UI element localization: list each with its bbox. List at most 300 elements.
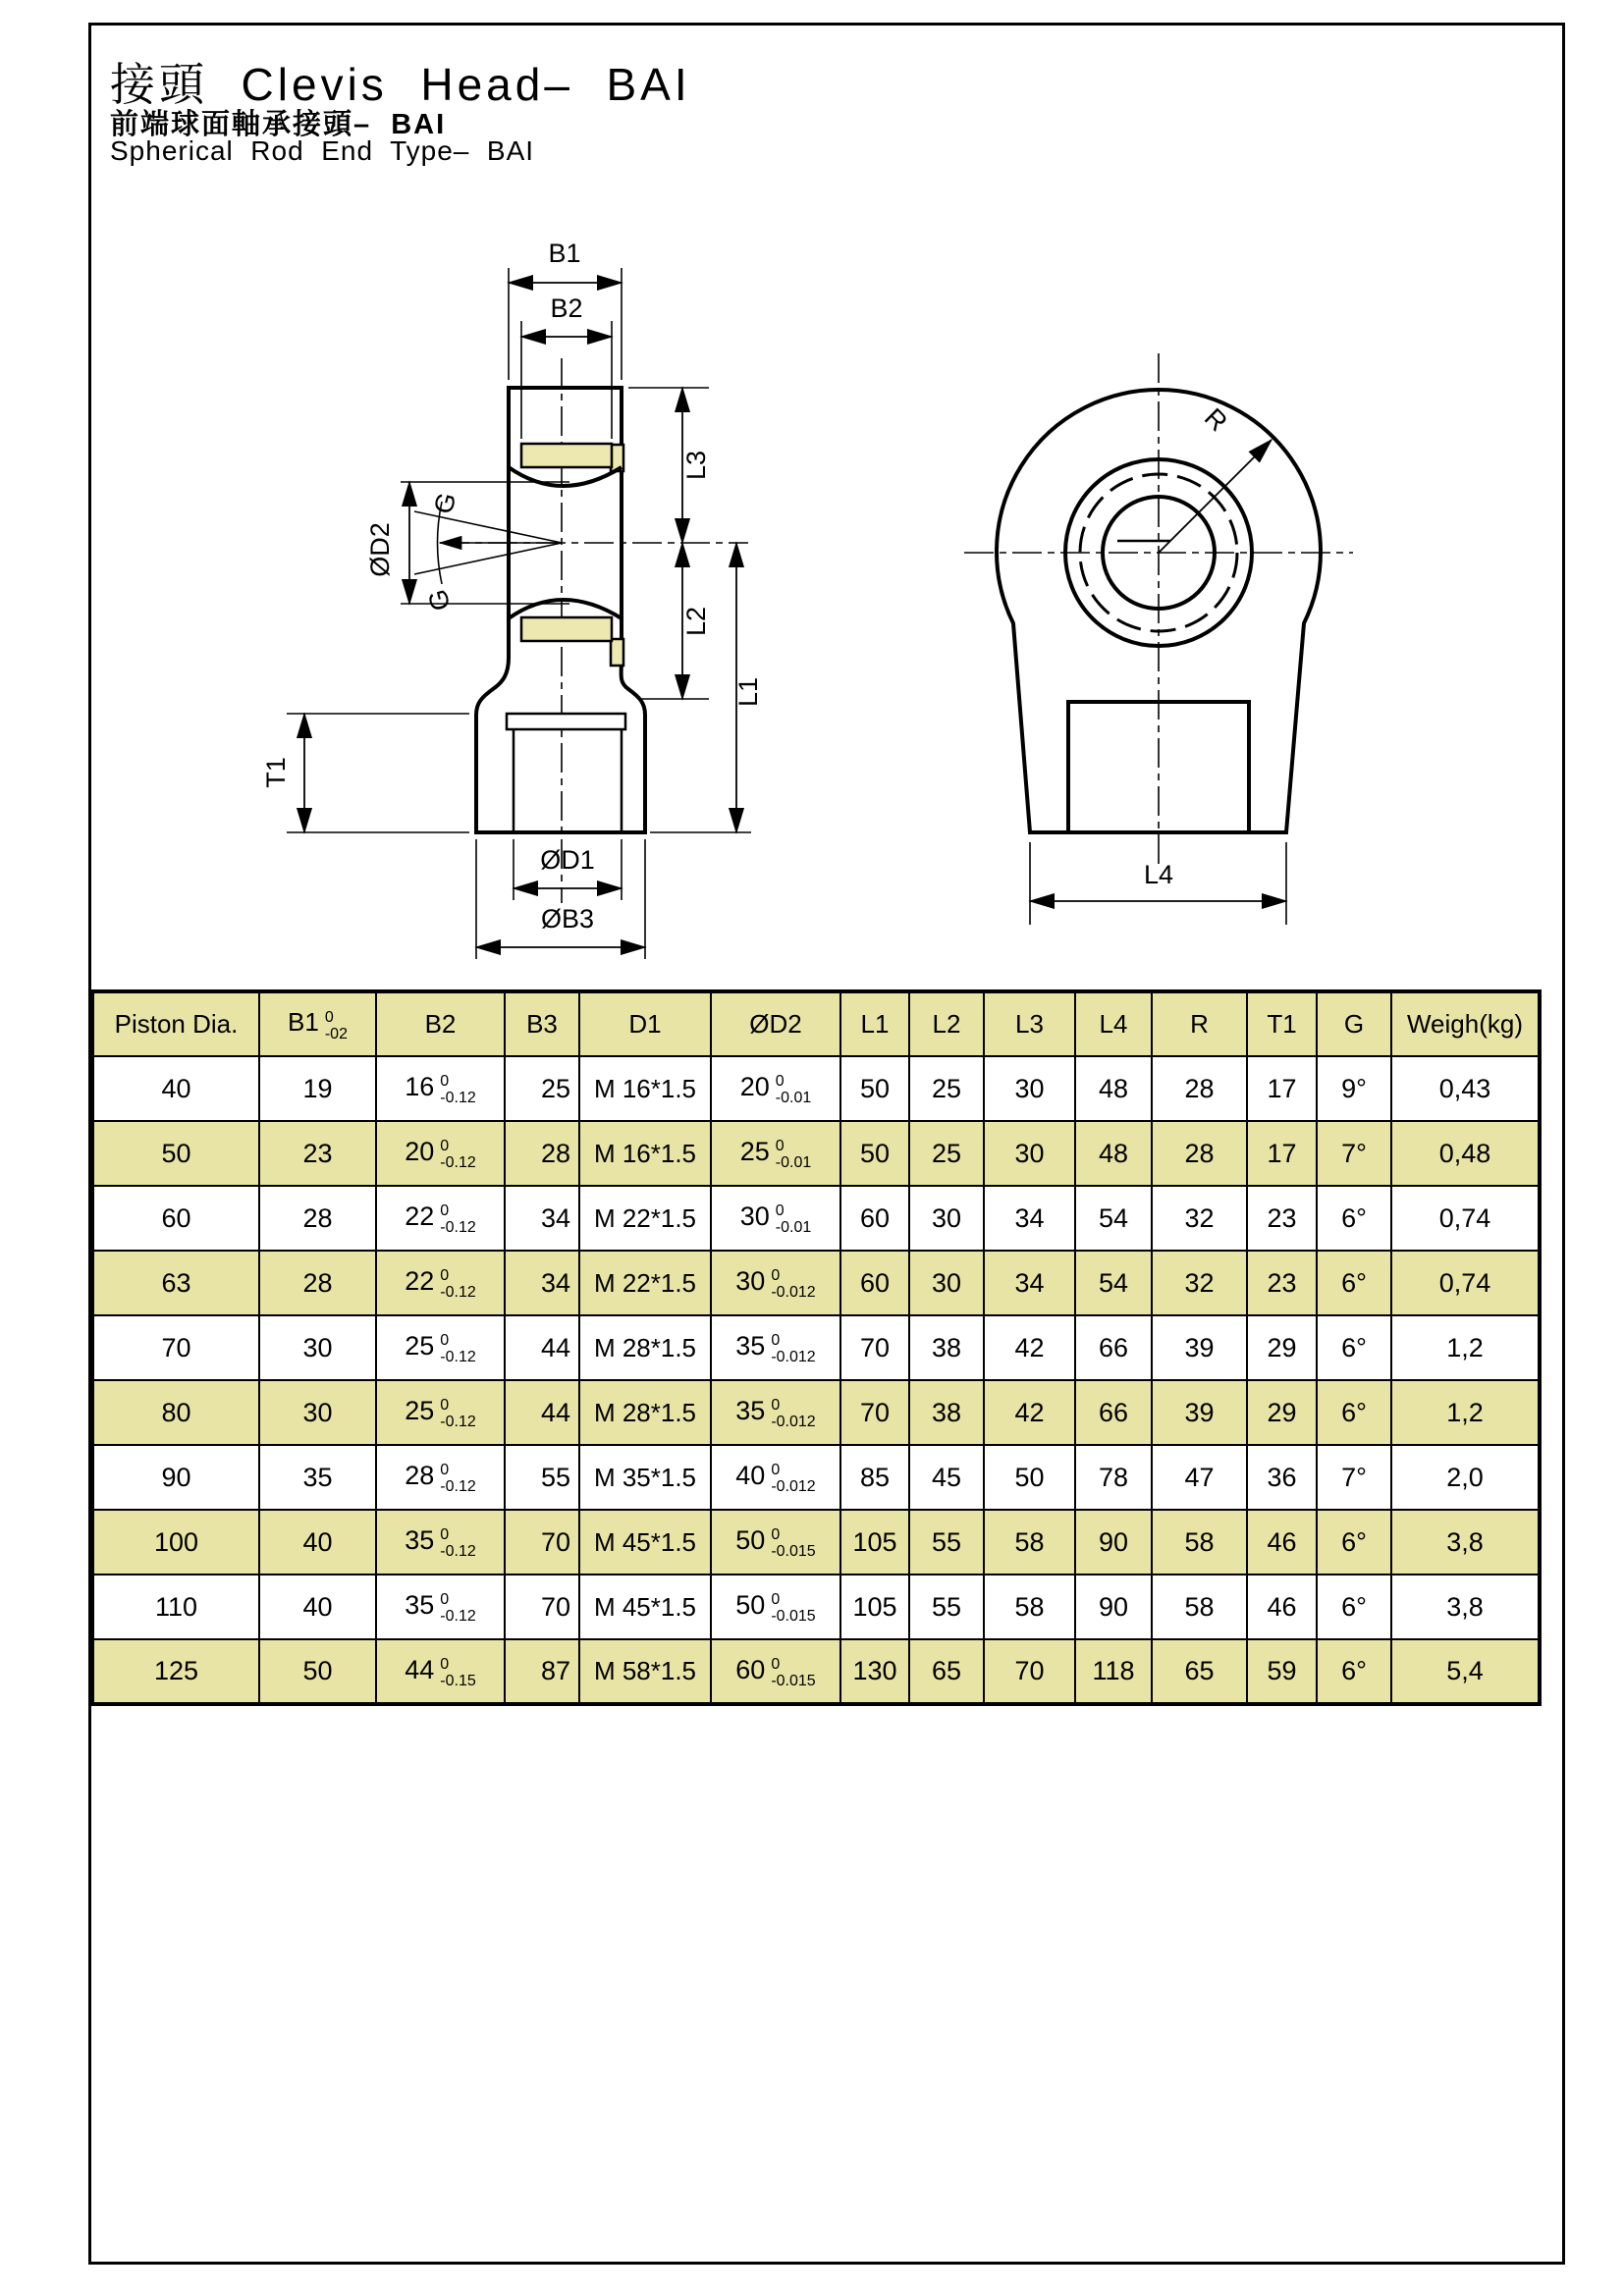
column-header — [840, 991, 909, 1056]
cell-value: 34 — [540, 1202, 570, 1233]
table-cell — [984, 1251, 1075, 1315]
table-cell — [984, 1639, 1075, 1704]
table-cell — [505, 1186, 579, 1251]
table-cell — [376, 1445, 505, 1510]
cell-value: 39 — [1184, 1397, 1215, 1427]
table-cell — [1391, 1056, 1540, 1121]
cell-value: 105 — [852, 1591, 897, 1622]
cell-value: M 22*1.5 — [593, 1202, 697, 1233]
cell-value: 80 — [161, 1397, 191, 1427]
table-cell — [259, 1510, 376, 1575]
cell-value: 17 — [1267, 1073, 1297, 1103]
table-cell — [376, 1380, 505, 1445]
cell-value: Weigh(kg) — [1406, 1009, 1523, 1039]
cell-value: 30 — [931, 1202, 962, 1233]
table-cell — [92, 1639, 259, 1704]
cell-value: 5,4 — [1446, 1656, 1484, 1685]
cell-value: 28 — [1184, 1073, 1215, 1103]
table-cell — [92, 1121, 259, 1186]
table-cell — [840, 1315, 909, 1380]
cell-value: 9° — [1341, 1073, 1367, 1103]
tolerance-stack: 0 -0.015 — [771, 1591, 816, 1625]
cell-value: M 35*1.5 — [593, 1462, 697, 1492]
cell-value: R — [1190, 1009, 1209, 1039]
cell-value: 35 — [405, 1525, 435, 1556]
cell-value: 17 — [1267, 1138, 1297, 1168]
cell-value: 39 — [1184, 1332, 1215, 1362]
column-header — [909, 991, 984, 1056]
table-cell — [1391, 1251, 1540, 1315]
cell-value: L2 — [932, 1009, 961, 1039]
cell-value: 25 — [405, 1331, 435, 1362]
cell-value: 0,74 — [1438, 1267, 1491, 1298]
table-cell — [505, 1575, 579, 1639]
cell-value: 60 — [859, 1202, 891, 1233]
dim-label-d1: ØD1 — [540, 845, 595, 875]
table-cell — [1317, 1639, 1391, 1704]
table-cell — [840, 1575, 909, 1639]
cell-value: 42 — [1014, 1332, 1045, 1362]
table-cell — [505, 1315, 579, 1380]
cell-value: 55 — [931, 1591, 962, 1622]
cell-value: 70 — [859, 1332, 891, 1362]
table-cell — [909, 1639, 984, 1704]
tolerance-stack: 0 -0.12 — [440, 1267, 476, 1301]
cell-value: 70 — [540, 1526, 570, 1557]
cell-value: B3 — [526, 1009, 558, 1039]
cell-value: 38 — [931, 1397, 962, 1427]
table-cell — [840, 1186, 909, 1251]
cell-value: D1 — [628, 1009, 662, 1039]
table-cell — [376, 1121, 505, 1186]
table-cell — [92, 1445, 259, 1510]
table-cell — [1317, 1510, 1391, 1575]
cell-value: 19 — [302, 1073, 333, 1103]
table-cell — [711, 1639, 840, 1704]
cell-value: 20 — [405, 1137, 435, 1167]
table-cell — [1317, 1445, 1391, 1510]
cell-value: 55 — [931, 1526, 962, 1557]
table-row — [92, 1121, 1540, 1186]
cell-value: T1 — [1267, 1009, 1297, 1039]
table-cell — [92, 1510, 259, 1575]
table-cell — [259, 1186, 376, 1251]
cell-value: 36 — [1267, 1462, 1297, 1492]
table-cell — [1317, 1315, 1391, 1380]
table-cell — [840, 1056, 909, 1121]
table-cell — [505, 1510, 579, 1575]
column-header — [1247, 991, 1317, 1056]
cell-value: 23 — [1267, 1202, 1297, 1233]
table-cell — [711, 1510, 840, 1575]
table-cell — [259, 1121, 376, 1186]
table-cell — [840, 1445, 909, 1510]
cell-value: L3 — [1015, 1009, 1044, 1039]
table-cell — [376, 1056, 505, 1121]
table-cell — [376, 1186, 505, 1251]
table-cell — [259, 1639, 376, 1704]
cell-value: 3,8 — [1446, 1526, 1484, 1557]
cell-value: 58 — [1184, 1526, 1215, 1557]
cell-value: M 58*1.5 — [593, 1656, 697, 1685]
cell-value: 60 — [859, 1267, 891, 1298]
table-cell — [711, 1445, 840, 1510]
table-cell — [1391, 1315, 1540, 1380]
cell-value: M 45*1.5 — [593, 1591, 697, 1622]
cell-value: 30 — [739, 1201, 770, 1232]
tolerance-stack: 0 -0.012 — [771, 1462, 816, 1495]
cell-value: 6° — [1341, 1591, 1367, 1622]
table-cell — [984, 1315, 1075, 1380]
cell-value: Piston Dia. — [114, 1009, 239, 1039]
cell-value: 6° — [1341, 1526, 1367, 1557]
cell-value: 66 — [1098, 1397, 1129, 1427]
table-cell — [711, 1315, 840, 1380]
cell-value: M 22*1.5 — [593, 1267, 697, 1298]
table-cell — [1247, 1315, 1317, 1380]
column-header — [579, 991, 711, 1056]
drawing-front-view — [962, 236, 1375, 982]
table-cell — [840, 1639, 909, 1704]
cell-value: 44 — [405, 1654, 435, 1684]
cell-value: 6° — [1341, 1267, 1367, 1298]
table-cell — [1247, 1056, 1317, 1121]
tolerance-stack: 0 -0.01 — [775, 1138, 812, 1171]
table-cell — [1152, 1575, 1247, 1639]
table-cell — [1391, 1186, 1540, 1251]
table-cell — [1075, 1445, 1152, 1510]
cell-value: 40 — [302, 1526, 333, 1557]
tolerance-stack: 0 -0.12 — [440, 1462, 476, 1495]
cell-value: 50 — [735, 1525, 766, 1556]
tolerance-stack: 0 -0.12 — [440, 1332, 476, 1365]
cell-value: 47 — [1184, 1462, 1215, 1492]
table-cell — [1075, 1186, 1152, 1251]
cell-value: 59 — [1267, 1656, 1297, 1685]
table-cell — [984, 1445, 1075, 1510]
cell-value: 30 — [1014, 1073, 1045, 1103]
table-cell — [259, 1251, 376, 1315]
ball-bottom-arc — [509, 600, 622, 618]
cell-value: 90 — [161, 1462, 191, 1492]
dim-label-l2: L2 — [681, 606, 711, 637]
table-row — [92, 1639, 1540, 1704]
table-cell — [1152, 1186, 1247, 1251]
column-header — [92, 991, 259, 1056]
cell-value: 65 — [931, 1656, 962, 1685]
cell-value: 23 — [1267, 1267, 1297, 1298]
cell-value: 6° — [1341, 1397, 1367, 1427]
cell-value: 40 — [161, 1073, 191, 1103]
table-cell — [1075, 1315, 1152, 1380]
dim-label-l4: L4 — [1143, 860, 1174, 889]
table-cell — [1247, 1186, 1317, 1251]
table-cell — [984, 1575, 1075, 1639]
table-cell — [1317, 1186, 1391, 1251]
table-cell — [505, 1639, 579, 1704]
table-cell — [1152, 1251, 1247, 1315]
bearing-race-bottom — [521, 617, 612, 641]
cell-value: 70 — [1014, 1656, 1045, 1685]
table-cell — [909, 1380, 984, 1445]
tolerance-stack: 0 -0.015 — [771, 1526, 816, 1560]
cell-value: 48 — [1098, 1073, 1129, 1103]
table-cell — [909, 1251, 984, 1315]
table-cell — [1152, 1445, 1247, 1510]
cell-value: 58 — [1014, 1526, 1045, 1557]
cell-value: 28 — [540, 1138, 570, 1168]
cell-value: 55 — [540, 1462, 570, 1492]
table-cell — [1152, 1639, 1247, 1704]
table-row — [92, 1315, 1540, 1380]
cell-value: L1 — [860, 1009, 890, 1039]
cell-value: 42 — [1014, 1397, 1045, 1427]
table-cell — [579, 1575, 711, 1639]
table-cell — [92, 1251, 259, 1315]
cell-value: 60 — [735, 1654, 766, 1684]
table-cell — [376, 1315, 505, 1380]
cell-value: 0,48 — [1438, 1138, 1491, 1168]
cell-value: 44 — [540, 1397, 570, 1427]
table-cell — [984, 1380, 1075, 1445]
cell-value: 2,0 — [1446, 1462, 1484, 1492]
angle-label-g-lower: G — [422, 586, 457, 614]
table-cell — [840, 1510, 909, 1575]
table-cell — [1247, 1251, 1317, 1315]
cell-value: 78 — [1098, 1462, 1129, 1492]
table-cell — [1075, 1510, 1152, 1575]
cell-value: 35 — [735, 1331, 766, 1362]
cell-value: 35 — [405, 1590, 435, 1621]
table-row — [92, 1380, 1540, 1445]
table-cell — [505, 1380, 579, 1445]
column-header — [259, 991, 376, 1056]
cell-value: 7° — [1341, 1138, 1367, 1168]
cell-value: 35 — [735, 1396, 766, 1426]
table-cell — [984, 1121, 1075, 1186]
cell-value: M 45*1.5 — [593, 1526, 697, 1557]
cell-value: 34 — [1014, 1202, 1045, 1233]
table-cell — [1152, 1315, 1247, 1380]
table-cell — [1247, 1121, 1317, 1186]
cell-value: 118 — [1092, 1656, 1135, 1685]
cell-value: 66 — [1098, 1332, 1129, 1362]
cell-value: 45 — [931, 1462, 962, 1492]
cell-value: B1 — [288, 1007, 319, 1038]
cell-value: 50 — [859, 1073, 891, 1103]
cell-value: G — [1343, 1009, 1365, 1039]
tolerance-stack: 0 -0.12 — [440, 1202, 476, 1236]
cell-value: 40 — [735, 1461, 766, 1491]
table-header-row — [92, 991, 1540, 1056]
table-cell — [711, 1251, 840, 1315]
cell-value: 6° — [1341, 1656, 1367, 1685]
table-cell — [376, 1510, 505, 1575]
spec-table-body — [92, 1056, 1540, 1704]
table-cell — [1247, 1445, 1317, 1510]
cell-value: 28 — [302, 1267, 333, 1298]
table-cell — [909, 1510, 984, 1575]
cell-value: B2 — [424, 1009, 457, 1039]
table-cell — [1391, 1575, 1540, 1639]
table-cell — [505, 1445, 579, 1510]
tolerance-stack: 0 -0.12 — [440, 1138, 476, 1171]
table-cell — [711, 1186, 840, 1251]
table-cell — [92, 1056, 259, 1121]
cell-value: 105 — [852, 1526, 897, 1557]
cell-value: 110 — [154, 1591, 198, 1622]
cell-value: 28 — [1184, 1138, 1215, 1168]
tolerance-stack: 0 -0.12 — [440, 1073, 476, 1106]
cell-value: 38 — [931, 1332, 962, 1362]
table-cell — [1391, 1510, 1540, 1575]
spec-table — [90, 989, 1542, 1706]
cell-value: 6° — [1341, 1332, 1367, 1362]
page-title: 接頭 Clevis Head– BAI — [110, 59, 691, 110]
cell-value: 50 — [302, 1656, 333, 1685]
sleeve-cap — [507, 714, 625, 729]
cell-value: 70 — [161, 1332, 191, 1362]
dim-label-d2: ØD2 — [365, 522, 395, 577]
ball-top-arc — [509, 467, 622, 486]
cell-value: 85 — [859, 1462, 891, 1492]
table-cell — [1075, 1380, 1152, 1445]
cell-value: 29 — [1267, 1397, 1297, 1427]
cell-value: 34 — [1014, 1267, 1045, 1298]
table-cell — [1152, 1510, 1247, 1575]
column-header — [505, 991, 579, 1056]
table-cell — [505, 1056, 579, 1121]
table-cell — [1247, 1510, 1317, 1575]
cell-value: 22 — [405, 1266, 435, 1297]
table-cell — [579, 1121, 711, 1186]
cell-value: 50 — [735, 1590, 766, 1621]
cell-value: 70 — [859, 1397, 891, 1427]
tolerance-stack: 0 -02 — [324, 1008, 348, 1042]
table-cell — [1317, 1251, 1391, 1315]
cell-value: 22 — [405, 1201, 435, 1232]
table-cell — [1391, 1639, 1540, 1704]
table-cell — [909, 1121, 984, 1186]
cell-value: 0,43 — [1438, 1073, 1491, 1103]
table-cell — [1075, 1251, 1152, 1315]
table-cell — [711, 1380, 840, 1445]
cell-value: 58 — [1014, 1591, 1045, 1622]
table-cell — [579, 1251, 711, 1315]
cell-value: 30 — [931, 1267, 962, 1298]
table-cell — [92, 1575, 259, 1639]
cell-value: 35 — [302, 1462, 333, 1492]
table-cell — [259, 1445, 376, 1510]
table-cell — [1075, 1575, 1152, 1639]
cell-value: 20 — [739, 1072, 770, 1102]
table-cell — [1317, 1380, 1391, 1445]
cell-value: 46 — [1267, 1591, 1297, 1622]
table-cell — [579, 1445, 711, 1510]
cell-value: 54 — [1098, 1202, 1129, 1233]
page-subtitle-english: Spherical Rod End Type– BAI — [110, 135, 535, 166]
table-cell — [840, 1380, 909, 1445]
table-row — [92, 1510, 1540, 1575]
table-cell — [259, 1380, 376, 1445]
cell-value: 130 — [852, 1656, 897, 1685]
cell-value: 32 — [1184, 1202, 1215, 1233]
cell-value: 70 — [540, 1591, 570, 1622]
tolerance-stack: 0 -0.12 — [440, 1591, 476, 1625]
column-header — [376, 991, 505, 1056]
cell-value: M 16*1.5 — [593, 1138, 697, 1168]
cell-value: 32 — [1184, 1267, 1215, 1298]
table-cell — [579, 1639, 711, 1704]
cell-value: 1,2 — [1446, 1332, 1484, 1362]
cell-value: 58 — [1184, 1591, 1215, 1622]
table-cell — [984, 1186, 1075, 1251]
column-header — [1075, 991, 1152, 1056]
cell-value: 87 — [540, 1656, 570, 1685]
dim-label-b3: ØB3 — [540, 904, 595, 934]
tolerance-stack: 0 -0.12 — [440, 1526, 476, 1560]
dim-label-l3: L3 — [681, 450, 711, 481]
angle-label-g-upper: G — [428, 489, 462, 517]
table-cell — [1247, 1639, 1317, 1704]
cell-value: 3,8 — [1446, 1591, 1484, 1622]
column-header — [1391, 991, 1540, 1056]
table-row — [92, 1056, 1540, 1121]
table-cell — [1391, 1445, 1540, 1510]
table-cell — [259, 1056, 376, 1121]
table-cell — [579, 1056, 711, 1121]
tolerance-stack: 0 -0.01 — [775, 1073, 812, 1106]
cell-value: 7° — [1341, 1462, 1367, 1492]
column-header — [984, 991, 1075, 1056]
column-header — [1317, 991, 1391, 1056]
table-cell — [376, 1251, 505, 1315]
cell-value: 48 — [1098, 1138, 1129, 1168]
table-cell — [840, 1121, 909, 1186]
table-cell — [259, 1575, 376, 1639]
cell-value: 25 — [540, 1073, 570, 1103]
cell-value: 63 — [161, 1267, 191, 1298]
table-cell — [909, 1186, 984, 1251]
table-cell — [579, 1510, 711, 1575]
cell-value: 65 — [1184, 1656, 1215, 1685]
dim-label-b1: B1 — [548, 239, 581, 268]
table-cell — [376, 1639, 505, 1704]
dim-label-r: R — [1198, 402, 1233, 438]
table-cell — [840, 1251, 909, 1315]
table-cell — [505, 1121, 579, 1186]
tolerance-stack: 0 -0.015 — [771, 1655, 816, 1689]
table-row — [92, 1575, 1540, 1639]
table-cell — [711, 1121, 840, 1186]
cell-value: 16 — [405, 1072, 435, 1102]
table-cell — [1247, 1380, 1317, 1445]
column-header — [711, 991, 840, 1056]
table-cell — [92, 1380, 259, 1445]
table-cell — [579, 1315, 711, 1380]
table-cell — [1391, 1380, 1540, 1445]
table-cell — [92, 1186, 259, 1251]
dim-label-t1: T1 — [261, 757, 291, 788]
table-cell — [909, 1315, 984, 1380]
cell-value: 30 — [302, 1332, 333, 1362]
table-cell — [1152, 1380, 1247, 1445]
table-cell — [1075, 1056, 1152, 1121]
cell-value: 60 — [161, 1202, 191, 1233]
cell-value: M 28*1.5 — [593, 1332, 697, 1362]
table-cell — [984, 1510, 1075, 1575]
cell-value: 50 — [161, 1138, 191, 1168]
